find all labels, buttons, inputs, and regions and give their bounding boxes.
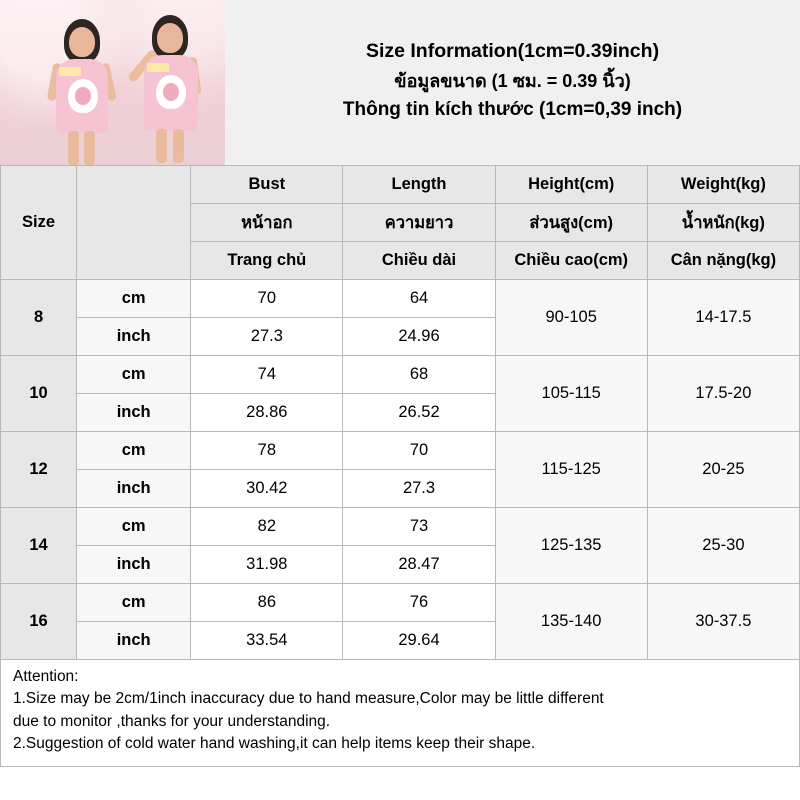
height-8: 90-105 [495, 280, 647, 356]
bust-cm-10: 74 [191, 356, 343, 394]
height-14: 125-135 [495, 508, 647, 584]
bust-inch-14: 31.98 [191, 546, 343, 584]
table-row [1, 508, 800, 546]
title-english: Size Information(1cm=0.39inch) [365, 40, 660, 63]
length-cm-12: 70 [343, 432, 495, 470]
header-length-th: ความยาว [343, 204, 495, 242]
row-size-12: 12 [1, 432, 77, 508]
bust-inch-16: 33.54 [191, 622, 343, 660]
unit-inch: inch [77, 546, 191, 584]
header-area [0, 0, 800, 165]
header-bust-vi: Trang chủ [191, 242, 343, 280]
model-left [42, 15, 122, 165]
row-size-16: 16 [1, 584, 77, 660]
bust-inch-8: 27.3 [191, 318, 343, 356]
model-leg-right [84, 131, 95, 165]
unit-cm: cm [77, 584, 191, 622]
length-cm-14: 73 [343, 508, 495, 546]
model-leg-left [156, 129, 167, 163]
header-weight-en: Weight(kg) [647, 166, 799, 204]
title-vietnamese: Thông tin kích thước (1cm=0,39 inch) [342, 99, 683, 121]
length-inch-12: 27.3 [343, 470, 495, 508]
unit-cm: cm [77, 356, 191, 394]
dress-cartoon-print [68, 79, 98, 113]
unit-inch: inch [77, 470, 191, 508]
weight-8: 14-17.5 [647, 280, 799, 356]
row-size-8: 8 [1, 280, 77, 356]
header-height-th: ส่วนสูง(cm) [495, 204, 647, 242]
length-cm-16: 76 [343, 584, 495, 622]
unit-inch: inch [77, 318, 191, 356]
attention-block [0, 660, 800, 767]
table-row [1, 432, 800, 470]
bottom-whitespace [0, 767, 800, 800]
length-inch-16: 29.64 [343, 622, 495, 660]
length-cm-10: 68 [343, 356, 495, 394]
table-row [1, 584, 800, 622]
title-thai: ข้อมูลขนาด (1 ซม. = 0.39 นิ้ว) [394, 70, 631, 91]
model-right [128, 13, 210, 165]
header-size-label: Size [1, 166, 77, 280]
header-bust-th: หน้าอก [191, 204, 343, 242]
title-block [225, 0, 800, 165]
attention-line-2: due to monitor ,thanks for your understanding. [13, 712, 331, 730]
length-inch-10: 26.52 [343, 394, 495, 432]
length-inch-8: 24.96 [343, 318, 495, 356]
unit-cm: cm [77, 432, 191, 470]
model-leg-right [173, 129, 184, 163]
unit-inch: inch [77, 394, 191, 432]
bust-cm-14: 82 [191, 508, 343, 546]
header-height-en: Height(cm) [495, 166, 647, 204]
length-inch-14: 28.47 [343, 546, 495, 584]
header-length-en: Length [343, 166, 495, 204]
height-16: 135-140 [495, 584, 647, 660]
model-leg-left [68, 131, 79, 165]
row-size-10: 10 [1, 356, 77, 432]
unit-cm: cm [77, 508, 191, 546]
product-photo [0, 0, 225, 165]
unit-cm: cm [77, 280, 191, 318]
weight-16: 30-37.5 [647, 584, 799, 660]
attention-line-3: 2.Suggestion of cold water hand washing,it can help items keep their shape. [13, 735, 536, 753]
bust-inch-12: 30.42 [191, 470, 343, 508]
header-unit-spacer [77, 166, 191, 280]
attention-line-1: 1.Size may be 2cm/1inch inaccuracy due to hand measure,Color may be little different [13, 690, 604, 708]
attention-heading: Attention: [13, 668, 79, 685]
unit-inch: inch [77, 622, 191, 660]
table-row [1, 280, 800, 318]
height-10: 105-115 [495, 356, 647, 432]
dress-print-label [59, 67, 81, 76]
table-row [1, 356, 800, 394]
length-cm-8: 64 [343, 280, 495, 318]
header-bust-en: Bust [191, 166, 343, 204]
weight-10: 17.5-20 [647, 356, 799, 432]
bust-cm-12: 78 [191, 432, 343, 470]
weight-12: 20-25 [647, 432, 799, 508]
row-size-14: 14 [1, 508, 77, 584]
header-height-vi: Chiều cao(cm) [495, 242, 647, 280]
bust-cm-8: 70 [191, 280, 343, 318]
dress-cartoon-print [156, 75, 186, 109]
bust-inch-10: 28.86 [191, 394, 343, 432]
header-weight-vi: Cân nặng(kg) [647, 242, 799, 280]
header-weight-th: น้ำหนัก(kg) [647, 204, 799, 242]
model-head [69, 27, 95, 57]
height-12: 115-125 [495, 432, 647, 508]
bust-cm-16: 86 [191, 584, 343, 622]
header-length-vi: Chiều dài [343, 242, 495, 280]
model-head [157, 23, 183, 53]
size-table [0, 165, 800, 660]
table-header-row-en [1, 166, 800, 204]
dress-print-label [147, 63, 169, 72]
weight-14: 25-30 [647, 508, 799, 584]
